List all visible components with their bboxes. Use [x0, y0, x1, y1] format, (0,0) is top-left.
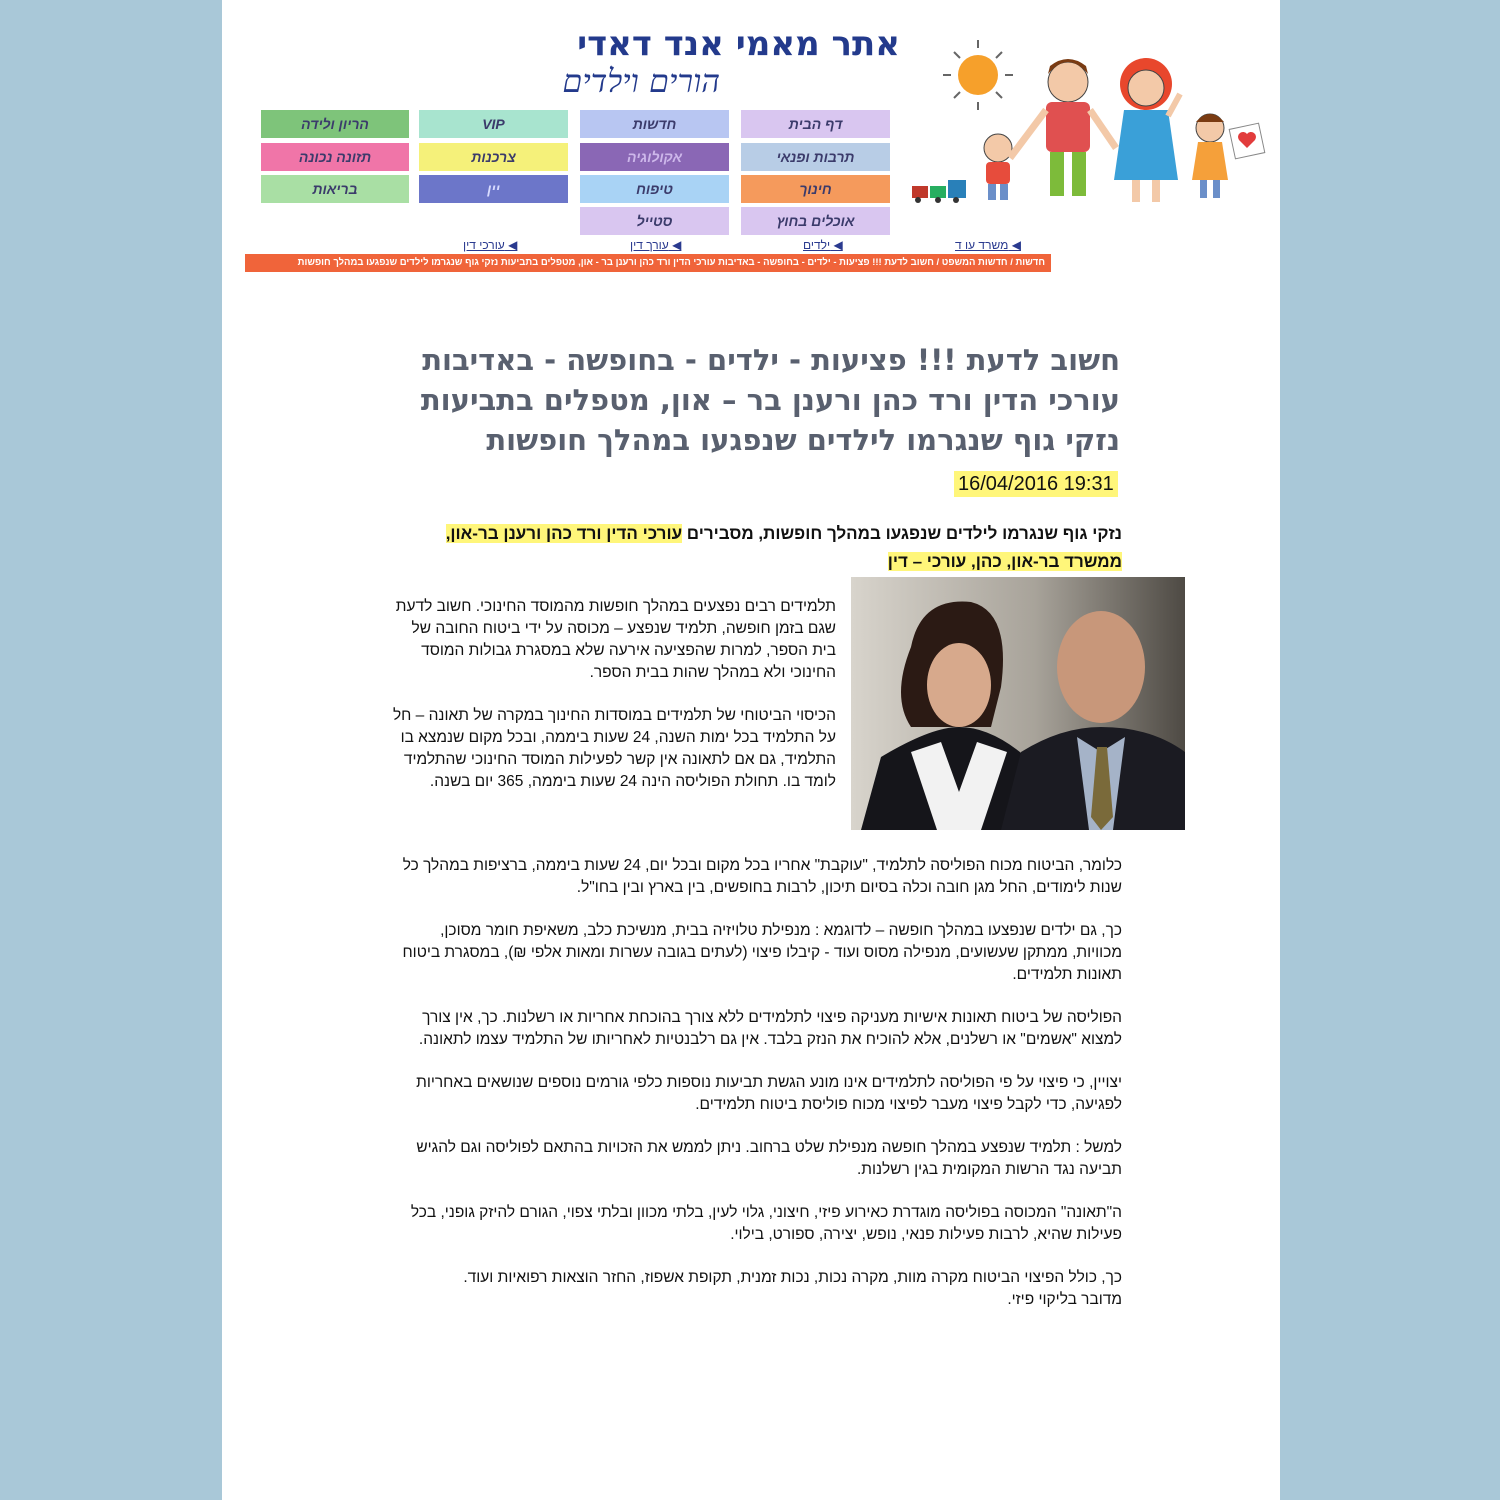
tag-link-law-office[interactable]: ◀ משרד עו ד — [955, 238, 1021, 252]
tag-link-children[interactable]: ◀ ילדים — [803, 238, 843, 252]
play-icon: ◀ — [830, 238, 843, 252]
nav-ecology[interactable]: אקולוגיה — [580, 143, 729, 171]
mother-figure — [1114, 58, 1180, 202]
nav-vip[interactable]: VIP — [419, 110, 568, 138]
nav-wine[interactable]: יין — [419, 175, 568, 203]
nav-health[interactable]: בריאות — [261, 175, 409, 203]
nav-pregnancy[interactable]: הריון ולידה — [261, 110, 409, 138]
play-icon: ◀ — [668, 238, 682, 252]
article-date: 16/04/2016 19:31 — [954, 471, 1118, 497]
lawyers-photo — [851, 577, 1185, 830]
baby-figure — [984, 134, 1012, 200]
site-title[interactable]: אתר מאמי אנד דאדי — [577, 24, 900, 64]
nav-style[interactable]: סטייל — [580, 207, 729, 235]
girl-figure — [1192, 114, 1228, 198]
site-subtitle: הורים וילדים — [562, 62, 720, 100]
paragraph: תלמידים רבים נפצעים במהלך חופשות מהמוסד החינוכי. חשוב לדעת שגם בזמן חופשה, תלמיד שנפצע – מכוסה על ידי ביטוח החובה של בית הספר, למרות שהפציעה אירעה שלא במסגרת גבולות המוסד החינוכי ולא במהלך שהות בבית הספר. — [395, 598, 836, 681]
tag-link-lawyers[interactable]: ◀ עורכי דין — [463, 238, 518, 252]
paragraph: כך, כולל הפיצוי הביטוח מקרה מוות, מקרה נכות, נכות זמנית, תקופת אשפוז, החזר הוצאות רפואיות ועוד. — [463, 1269, 1122, 1286]
heart-card-icon — [1229, 123, 1265, 159]
nav-eating-out[interactable]: אוכלים בחוץ — [741, 207, 890, 235]
toy-train-icon — [912, 180, 966, 203]
father-figure — [1010, 59, 1116, 196]
breadcrumb[interactable]: חדשות / חדשות המשפט / חשוב לדעת !!! פציעות - ילדים - בחופשה - באדיבות עורכי הדין ורד כהן ורענן בר - און, מטפלים בתביעות נזקי גוף שנגרמו לילדים שנפגעו במהלך חופשות — [245, 254, 1051, 272]
paragraph: מדובר בליקוי פיזי. — [1007, 1291, 1122, 1308]
paragraph: כלומר, הביטוח מכוח הפוליסה לתלמיד, "עוקבת" אחריו בכל מקום ובכל יום, 24 שעות ביממה, ברציפות במהלך כל שנות לימודים, החל מגן חובה וכלה בסיום תיכון, לרבות בחופשים, בין בארץ ובין בחו"ל. — [402, 857, 1122, 896]
nav-consumer[interactable]: צרכנות — [419, 143, 568, 171]
nav-nutrition[interactable]: תזונה נכונה — [261, 143, 409, 171]
paragraph: כך, גם ילדים שנפצעו במהלך חופשה – לדוגמא : מנפילת טלויזיה בבית, מנשיכת כלב, משאיפת חומר מסוכן, מכוויות, ממתקן שעשועים, מנפילה מסוס ועוד - קיבלו פיצוי (לעתים בגובה עשרות ומאות אלפי ₪), במסגרת ביטוח תאונות תלמידים. — [402, 922, 1122, 983]
article-headline: חשוב לדעת !!! פציעות - ילדים - בחופשה - באדיבות עורכי הדין ורד כהן ורענן בר – און, מטפלים בתביעות נזקי גוף שנגרמו לילדים שנפגעו במהלך חופשות — [420, 343, 1120, 457]
play-icon: ◀ — [504, 238, 518, 252]
nav-news[interactable]: חדשות — [580, 110, 729, 138]
paragraph: הכיסוי הביטוחי של תלמידים במוסדות החינוך במקרה של תאונה – חל על התלמיד בכל ימות השנה, 24 שעות ביממה, ובכל מקום שנמצא בו התלמיד, גם אם לתאונה אין קשר לפעילות המוסד החינוכי שהתלמיד לומד בו. תחולת הפוליסה הינה 24 שעות ביממה, 365 יום בשנה. — [392, 707, 836, 790]
lead-text: נזקי גוף שנגרמו לילדים שנפגעו במהלך חופשות, מסבירים — [682, 524, 1122, 543]
paragraph: יצויין, כי פיצוי על פי הפוליסה לתלמידים אינו מונע הגשת תביעות נוספות כלפי גורמים נוספים שנושאים באחריות לפגיעה, כדי לקבל פיצוי מעבר לפיצוי מכוח פוליסת ביטוח תלמידים. — [416, 1074, 1122, 1113]
tag-link-lawyer[interactable]: ◀ עורך דין — [630, 238, 682, 252]
paragraph: הפוליסה של ביטוח תאונות אישיות מעניקה פיצוי לתלמידים ללא צורך בהוכחת אחריות או רשלנות. כך, אין צורך למצוא "אשמים" או רשלנים, אלא להוכיח את הנזק בלבד. אין גם רלבנטיות לאחריותו של התלמיד עצמו לתאונה. — [418, 1009, 1122, 1048]
family-illustration — [910, 30, 1270, 210]
article-body-column — [390, 596, 836, 814]
lead-highlight: עורכי הדין ורד כהן ורענן בר-און, ממשרד בר-און, כהן, עורכי – דין — [445, 524, 1122, 571]
nav-grooming[interactable]: טיפוח — [580, 175, 729, 203]
nav-culture[interactable]: תרבות ופנאי — [741, 143, 890, 171]
nav-education[interactable]: חינוך — [741, 175, 890, 203]
article-lead — [420, 520, 1122, 576]
article-body — [390, 855, 1122, 1332]
play-icon: ◀ — [1008, 238, 1021, 252]
paragraph: למשל : תלמיד שנפצע במהלך חופשה מנפילת שלט ברחוב. ניתן לממש את הזכויות בהתאם לפוליסה וגם להגיש תביעה נגד הרשות המקומית בגין רשלנות. — [416, 1139, 1122, 1178]
sun-icon — [943, 40, 1013, 110]
paragraph: ה"תאונה" המכוסה בפוליסה מוגדרת כאירוע פיזי, חיצוני, גלוי לעין, בלתי מכוון ובלתי צפוי, הגורם להיזק גופני, בכל פעילות שהיא, לרבות פעילות פנאי, נופש, יצירה, ספורט, בילוי. — [410, 1204, 1122, 1243]
nav-home[interactable]: דף הבית — [741, 110, 890, 138]
